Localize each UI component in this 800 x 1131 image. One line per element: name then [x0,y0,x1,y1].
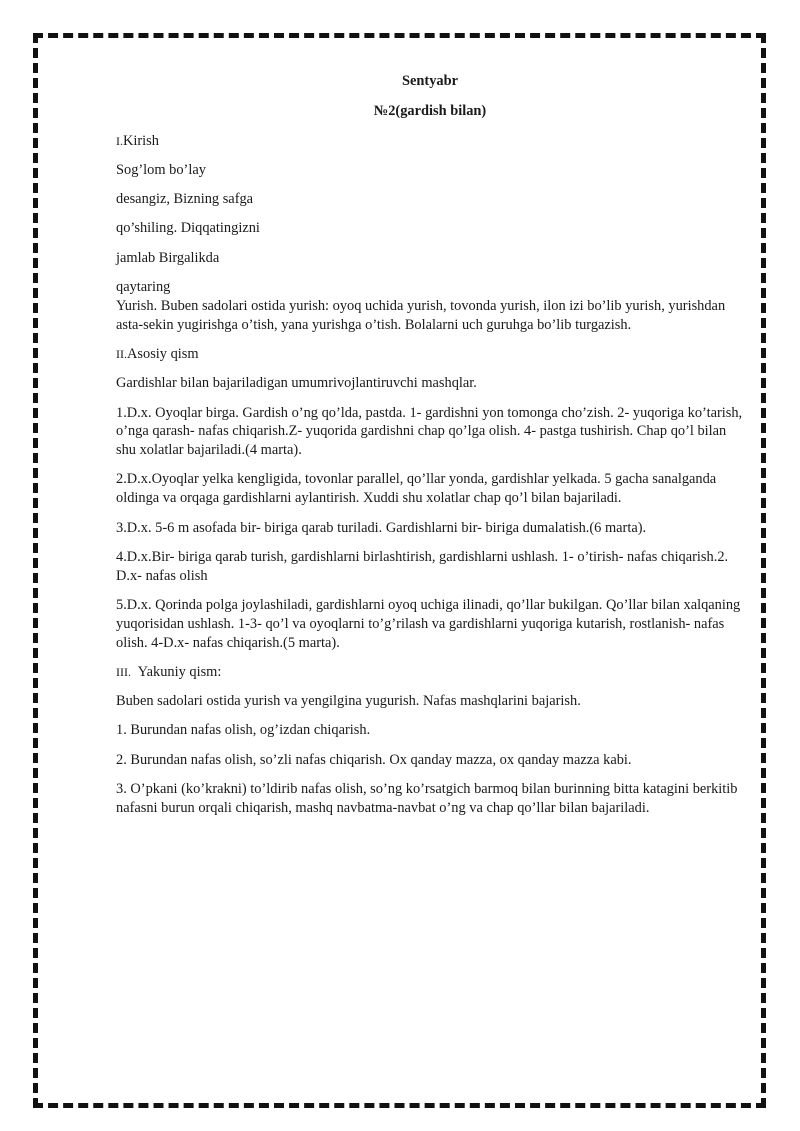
main-heading [116,345,744,364]
exercise-item: 3.D.x. 5-6 m asofada bir- biriga qarab turiladi. Gardishlarni bir- biriga dumalatish.(6 marta). [116,519,647,536]
intro-heading [116,132,744,151]
main-intro: Gardishlar bilan bajariladigan umumrivojlantiruvchi mashqlar. [116,375,477,392]
intro-line: desangiz, Bizning safga [116,191,254,208]
intro-heading-number: I. [116,133,123,148]
main-heading-text: Asosiy qism [127,345,199,362]
breathing-item: 1. Burundan nafas olish, og’izdan chiqarish. [116,722,371,739]
final-heading-number: III. [116,664,131,679]
final-intro: Buben sadolari ostida yurish va yengilgina yugurish. Nafas mashqlarini bajarish. [116,693,581,710]
intro-line: jamlab Birgalikda [116,249,220,266]
intro-line: Sog’lom bo’lay [116,161,206,178]
intro-line: qo’shiling. Diqqatingizni [116,220,260,237]
document-title: Sentyabr [402,73,458,89]
intro-line: qaytaring [116,279,171,296]
main-heading-number: II. [116,346,127,361]
breathing-item: 2. Burundan nafas olish, so’zli nafas chiqarish. Ox qanday mazza, ox qanday mazza kabi. [116,751,632,768]
document-body [116,72,744,828]
intro-paragraph: Yurish. Buben sadolari ostida yurish: oyoq uchida yurish, tovonda yurish, ilon izi bo’lib yurish, yurishdan asta-sekin yugirishga o’tish, yana yurishga o’tish. Bolalarni uch guruhga bo’lib turgazish. [116,297,726,333]
exercise-item: 5.D.x. Qorinda polga joylashiladi, gardishlarni oyoq uchiga ilinadi, qo’llar bukilgan. Qo’llar bilan xalqaning yuqorisidan ushlash. 1-3- qo’l va oyoqlarni to’g’rilash va gardishlarni yuqoriga kutarish, rostlanish- nafas olish. 4-D.x- nafas chiqarish.(5 marta). [116,596,741,651]
intro-poem [116,161,744,297]
intro-heading-text: Kirish [123,132,159,149]
breathing-item: 3. O’pkani (ko’krakni) to’ldirib nafas olish, so’ng ko’rsatgich barmoq bilan burinning bitta katagini berkitib nafasni burun orqali chiqarish, mashq navbatma-navbat o’ng va chap qo’llar bilan bajariladi. [116,781,738,816]
document-subtitle: №2(gardish bilan) [373,102,487,119]
exercise-item: 4.D.x.Bir- biriga qarab turish, gardishlarni birlashtirish, gardishlarni ushlash. 1- o’tirish- nafas chiqarish.2. D.x- nafas olish [116,548,729,584]
exercise-item: 1.D.x. Oyoqlar birga. Gardish o’ng qo’lda, pastda. 1- gardishni yon tomonga cho’zish. 2- yuqoriga ko’tarish, o’nga qarash- nafas chiqarish.Z- yuqorida gardishni chap qo’lga olish. 4- pastga tushirish. Chap qo’l bilan shu xolatlar bajariladi.(4 marta). [116,404,743,459]
final-heading [116,663,744,682]
exercise-item: 2.D.x.Oyoqlar yelka kengligida, tovonlar parallel, qo’llar yonda, gardishlar yelkada. 5 gacha sanalganda oldinga va orqaga gardishlarni aylantirish. Xuddi shu xolatlar chap qo’l bilan bajariladi. [116,471,717,507]
final-heading-text: Yakuniy qism: [137,663,222,680]
